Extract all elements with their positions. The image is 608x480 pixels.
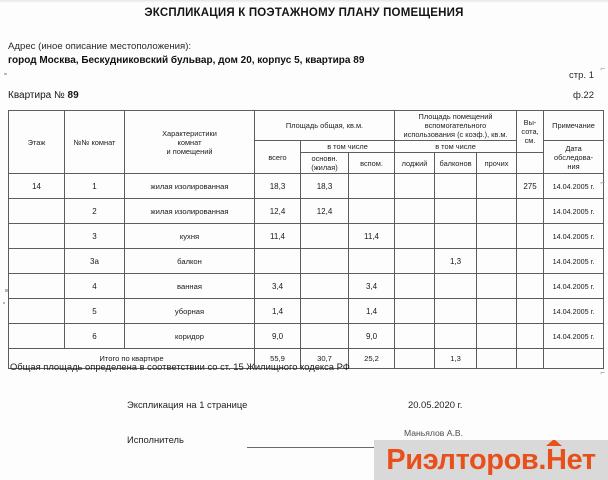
cell-height xyxy=(517,249,544,274)
cell-date: 14.04.2005 г. xyxy=(544,324,604,349)
cell-date: 14.04.2005 г. xyxy=(544,199,604,224)
scan-top-shade xyxy=(0,0,608,3)
th-aux-l2: вспомогательного xyxy=(424,121,487,130)
cell-total-auxiliary: 25,2 xyxy=(349,349,395,369)
cell-total: 1,4 xyxy=(255,299,301,324)
flat-number: 89 xyxy=(67,90,79,101)
cell-characteristic: уборная xyxy=(125,299,255,324)
cell-characteristic: кухня xyxy=(125,224,255,249)
cell-room-no: 4 xyxy=(65,274,125,299)
explication-pages-text: Экспликация на 1 странице xyxy=(127,399,248,410)
cell-loggias xyxy=(395,324,435,349)
document-date: 20.05.2020 г. xyxy=(408,399,463,410)
th-characteristics-l1: Характеристики xyxy=(162,128,217,138)
cell-main-living: 18,3 xyxy=(301,174,349,199)
cell-others xyxy=(477,174,517,199)
th-height-l1: Вы- xyxy=(523,118,537,127)
table-row xyxy=(9,324,604,349)
cell-balconies xyxy=(435,224,477,249)
cell-auxiliary: 3,4 xyxy=(349,274,395,299)
cell-auxiliary: 1,4 xyxy=(349,299,395,324)
cell-balconies xyxy=(435,324,477,349)
th-loggias: лоджий xyxy=(395,153,435,174)
address-block xyxy=(8,40,568,68)
flat-label: Квартира № xyxy=(8,90,65,101)
cell-total: 12,4 xyxy=(255,199,301,224)
cell-total: 11,4 xyxy=(255,224,301,249)
cell-total-others xyxy=(477,349,517,369)
cell-total: 18,3 xyxy=(255,174,301,199)
th-auxiliary: вспом. xyxy=(349,153,395,174)
scan-speck xyxy=(3,302,5,304)
th-height-l3: см. xyxy=(524,136,536,145)
cell-date: 14.04.2005 г. xyxy=(544,274,604,299)
cell-balconies xyxy=(435,174,477,199)
th-characteristics-l3: и помещений xyxy=(166,146,213,156)
form-number: ф.22 xyxy=(572,90,594,101)
cell-room-no: 3 xyxy=(65,224,125,249)
cell-others xyxy=(477,199,517,224)
cell-date: 14.04.2005 г. xyxy=(544,299,604,324)
cell-height: 275 xyxy=(517,174,544,199)
cell-loggias xyxy=(395,199,435,224)
table-head xyxy=(9,111,604,174)
cell-others xyxy=(477,224,517,249)
th-main-living-l2: (жилая) xyxy=(311,163,338,172)
cell-total-balconies: 1,3 xyxy=(435,349,477,369)
th-survey-date xyxy=(544,141,604,174)
performer-label: Исполнитель xyxy=(127,434,184,445)
cell-balconies xyxy=(435,299,477,324)
th-balconies: балконов xyxy=(435,153,477,174)
table-row xyxy=(9,299,604,324)
footer-row-pages xyxy=(0,399,608,413)
cell-balconies xyxy=(435,274,477,299)
cell-loggias xyxy=(395,249,435,274)
th-floor: Этаж xyxy=(9,111,65,174)
cell-loggias xyxy=(395,174,435,199)
cell-main-living xyxy=(301,299,349,324)
cell-date: 14.04.2005 г. xyxy=(544,174,604,199)
cell-characteristic: балкон xyxy=(125,249,255,274)
flat-number-line xyxy=(8,90,79,101)
watermark xyxy=(374,440,608,480)
table-row xyxy=(9,224,604,249)
cell-height xyxy=(517,274,544,299)
cell-others xyxy=(477,324,517,349)
cell-height xyxy=(517,199,544,224)
cell-total: 3,4 xyxy=(255,274,301,299)
th-survey-date-l2: обследова- xyxy=(554,152,594,162)
cell-others xyxy=(477,274,517,299)
cell-total-loggias xyxy=(395,349,435,369)
address-value: город Москва, Бескудниковский бульвар, дом 20, корпус 5, квартира 89 xyxy=(8,55,365,66)
cell-floor xyxy=(9,274,65,299)
watermark-text: Риэлторов.Нет xyxy=(386,444,596,476)
scan-edge-mark: ⌐ xyxy=(600,64,605,73)
signature-line xyxy=(247,447,394,448)
th-characteristics xyxy=(125,111,255,174)
cell-characteristic: жилая изолированная xyxy=(125,174,255,199)
cell-main-living xyxy=(301,224,349,249)
th-main-living-l1: основн. xyxy=(311,154,338,163)
cell-loggias xyxy=(395,299,435,324)
cell-main-living: 12,4 xyxy=(301,199,349,224)
cell-total-height xyxy=(517,349,544,369)
th-aux-l3: использования (с коэф.), кв.м. xyxy=(403,130,508,139)
cell-auxiliary xyxy=(349,199,395,224)
cell-others xyxy=(477,249,517,274)
th-aux-l1: Площадь помещений xyxy=(418,112,493,121)
cell-total xyxy=(255,249,301,274)
th-room-numbers: №№ комнат xyxy=(65,111,125,174)
cell-characteristic: ванная xyxy=(125,274,255,299)
th-aux-area-group xyxy=(395,111,517,141)
th-including-1: в том числе xyxy=(301,141,395,153)
explication-table xyxy=(8,110,604,369)
cell-floor: 14 xyxy=(9,174,65,199)
cell-auxiliary: 9,0 xyxy=(349,324,395,349)
cell-main-living xyxy=(301,249,349,274)
cell-characteristic: жилая изолированная xyxy=(125,199,255,224)
cell-total-label: Итого по квартире xyxy=(9,349,255,369)
th-note: Примечание xyxy=(544,111,604,141)
performer-name: Маньялов А.В. xyxy=(404,428,463,438)
cell-floor xyxy=(9,199,65,224)
cell-total: 9,0 xyxy=(255,324,301,349)
cell-date: 14.04.2005 г. xyxy=(544,224,604,249)
scan-speck xyxy=(5,289,8,292)
cell-total-total: 55,9 xyxy=(255,349,301,369)
th-total: всего xyxy=(255,141,301,174)
cell-floor xyxy=(9,224,65,249)
explication-table-wrapper xyxy=(8,110,595,369)
th-characteristics-l2: комнат xyxy=(177,137,202,147)
table-row xyxy=(9,199,604,224)
table-row xyxy=(9,274,604,299)
cell-balconies: 1,3 xyxy=(435,249,477,274)
cell-total-main-living: 30,7 xyxy=(301,349,349,369)
scan-speck xyxy=(4,73,7,75)
cell-height xyxy=(517,224,544,249)
cell-loggias xyxy=(395,224,435,249)
cell-room-no: 6 xyxy=(65,324,125,349)
cell-date: 14.04.2005 г. xyxy=(544,249,604,274)
scan-edge-mark: ⌐ xyxy=(600,178,605,187)
table-row xyxy=(9,174,604,199)
cell-room-no: 5 xyxy=(65,299,125,324)
cell-height xyxy=(517,299,544,324)
cell-room-no: 2 xyxy=(65,199,125,224)
cell-height xyxy=(517,324,544,349)
cell-auxiliary: 11,4 xyxy=(349,224,395,249)
scan-edge-mark: ⌐ xyxy=(600,368,605,377)
cell-auxiliary xyxy=(349,249,395,274)
cell-floor xyxy=(9,299,65,324)
cell-main-living xyxy=(301,324,349,349)
legal-note: Общая площадь определена в соответствии со ст. 15 Жилищного кодекса РФ xyxy=(10,361,350,372)
cell-loggias xyxy=(395,274,435,299)
cell-characteristic: коридор xyxy=(125,324,255,349)
cell-others xyxy=(477,299,517,324)
cell-room-no: 3а xyxy=(65,249,125,274)
page-title: ЭКСПЛИКАЦИЯ К ПОЭТАЖНОМУ ПЛАНУ ПОМЕЩЕНИЯ xyxy=(144,7,464,19)
th-total-area-group: Площадь общая, кв.м. xyxy=(255,111,395,141)
th-others: прочих xyxy=(477,153,517,174)
page-number: стр. 1 xyxy=(569,70,594,81)
cell-room-no: 1 xyxy=(65,174,125,199)
th-main-living xyxy=(301,153,349,174)
cell-total-date xyxy=(544,349,604,369)
cell-floor xyxy=(9,324,65,349)
cell-balconies xyxy=(435,199,477,224)
th-survey-date-l1: Дата xyxy=(565,143,582,153)
house-roof-icon xyxy=(546,440,562,446)
address-label: Адрес (иное описание местоположения): xyxy=(8,41,192,52)
th-including-2: в том числе xyxy=(395,141,517,153)
cell-floor xyxy=(9,249,65,274)
cell-main-living xyxy=(301,274,349,299)
table-body xyxy=(9,174,604,369)
th-height xyxy=(517,111,544,153)
table-row xyxy=(9,249,604,274)
th-survey-date-l3: ния xyxy=(567,161,580,171)
cell-auxiliary xyxy=(349,174,395,199)
th-height-l2: сота, xyxy=(521,127,539,136)
